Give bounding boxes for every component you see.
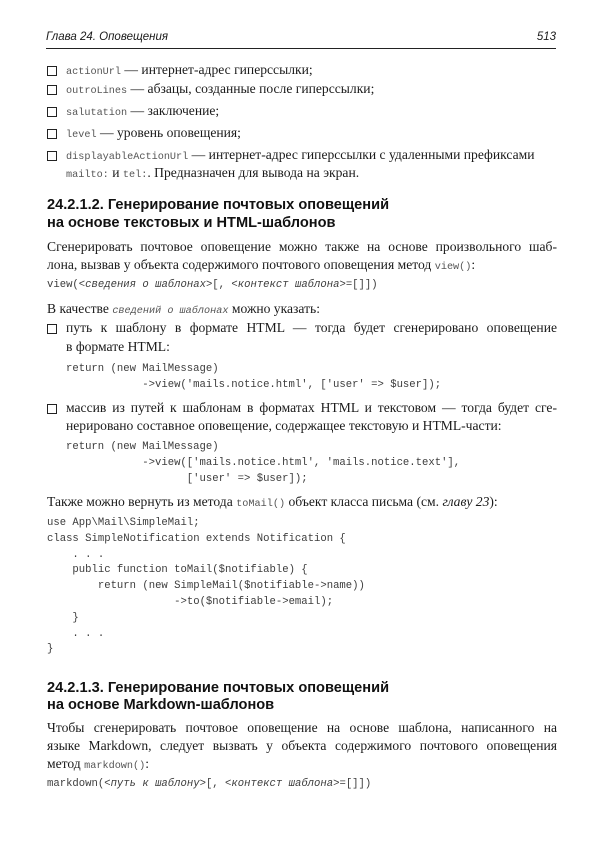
paragraph: Чтобы сгенерировать почтовое оповещение на основе шаблона, написанного на: [47, 720, 557, 735]
checkbox-bullet-icon: [47, 129, 57, 139]
paragraph-line: метод markdown():: [47, 756, 150, 772]
list-item-continuation: mailto: и tel:. Предназначен для вывода на экран.: [66, 165, 360, 181]
list-item: outroLines — абзацы, созданные после гиперссылки;: [66, 81, 375, 97]
method-signature: markdown(<путь к шаблону>[, <контекст шаблона>=[]]): [47, 778, 372, 790]
paragraph-line: языке Markdown, следует вызвать у объекта содержимого почтового оповещения: [47, 738, 557, 753]
list-item: actionUrl — интернет-адрес гиперссылки;: [66, 62, 313, 78]
paragraph-line: лона, вызвав у объекта содержимого почтового оповещения метод view():: [47, 257, 476, 273]
list-item: level — уровень оповещения;: [66, 125, 241, 141]
chapter-title: Глава 24. Оповещения: [46, 31, 169, 43]
list-item: salutation — заключение;: [66, 103, 220, 119]
list-item-continuation: нерировано составное оповещение, содержащее текстовую и HTML-части:: [66, 418, 502, 433]
section-heading-line2: на основе Markdown-шаблонов: [47, 697, 275, 713]
section-heading: 24.2.1.3. Генерирование почтовых оповещений: [47, 680, 390, 696]
list-item: массив из путей к шаблонам в форматах HTML и текстовом — тогда будет сге-: [66, 400, 557, 415]
list-item: displayableActionUrl — интернет-адрес гиперссылки с удаленными префиксами: [66, 147, 535, 163]
paragraph: Сгенерировать почтовое оповещение можно также на основе произвольного шаб-: [47, 239, 557, 254]
checkbox-bullet-icon: [47, 324, 57, 334]
section-heading: 24.2.1.2. Генерирование почтовых оповещений: [47, 197, 390, 213]
running-head: [46, 30, 556, 49]
checkbox-bullet-icon: [47, 66, 57, 76]
checkbox-bullet-icon: [47, 85, 57, 95]
page-number: 513: [536, 31, 556, 43]
list-item: путь к шаблону в формате HTML — тогда будет сгенерировано оповещение: [66, 320, 557, 335]
method-signature: view(<сведения о шаблонах>[, <контекст шаблона>=[]]): [47, 279, 378, 291]
list-item-continuation: в формате HTML:: [66, 339, 170, 354]
code-block: return (new MailMessage) ->view(['mails.notice.html', 'mails.notice.text'], ['user' => $user]);: [66, 441, 461, 485]
paragraph: Также можно вернуть из метода toMail() объект класса письма (см. главу 23):: [47, 494, 498, 510]
paragraph: В качестве сведений о шаблонах можно указать:: [47, 301, 321, 317]
code-block: return (new MailMessage) ->view('mails.notice.html', ['user' => $user]);: [66, 363, 442, 391]
checkbox-bullet-icon: [47, 404, 57, 414]
checkbox-bullet-icon: [47, 107, 57, 117]
section-heading-line2: на основе текстовых и HTML-шаблонов: [47, 215, 336, 231]
code-block: use App\Mail\SimpleMail; class SimpleNotification extends Notification { . . . public function toMail($notifiable) { return (new SimpleMail($notifiable->name)) ->to($notifiable->email); } . . . }: [47, 517, 365, 656]
checkbox-bullet-icon: [47, 151, 57, 161]
